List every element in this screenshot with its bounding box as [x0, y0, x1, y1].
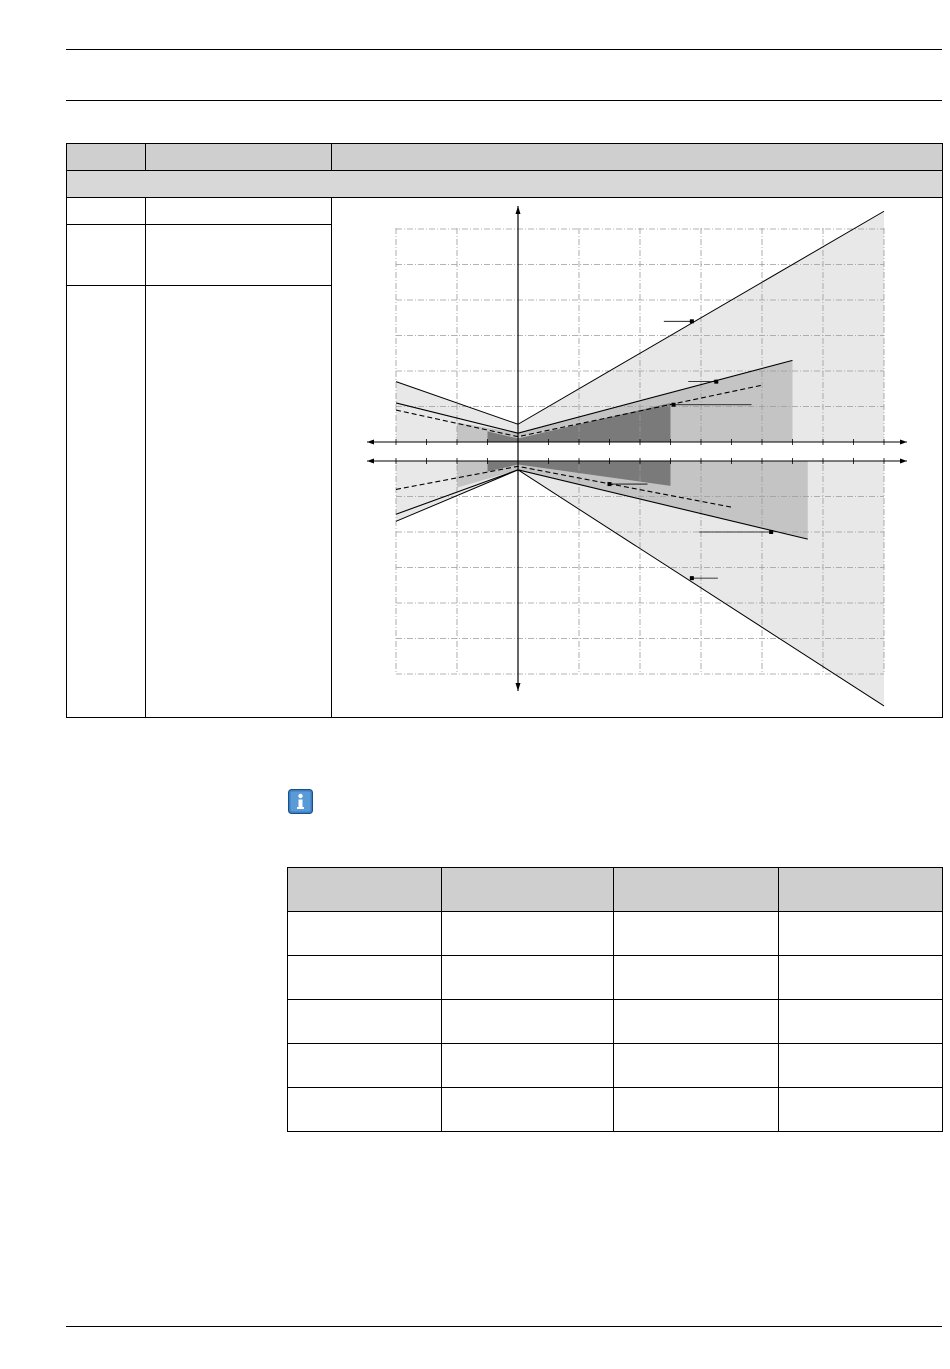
bottom-header-4	[779, 868, 943, 912]
bottom-cell-r4c3	[614, 1044, 779, 1088]
axis-arrowhead	[900, 440, 907, 445]
footer-rule	[66, 1326, 942, 1327]
spec-row-2-col2	[146, 225, 332, 286]
spec-table	[66, 143, 943, 718]
bottom-cell-r4c2	[442, 1044, 614, 1088]
bottom-cell-r3c2	[442, 1000, 614, 1044]
bottom-header-1	[288, 868, 442, 912]
bottom-cell-r1c1	[288, 912, 442, 956]
spec-table-header-1	[67, 144, 146, 171]
axis-arrowhead	[900, 459, 907, 464]
axis-arrowhead	[367, 440, 374, 445]
bottom-cell-r5c4	[779, 1088, 943, 1132]
bottom-cell-r4c1	[288, 1044, 442, 1088]
bottom-cell-r2c2	[442, 956, 614, 1000]
bottom-cell-r1c2	[442, 912, 614, 956]
bottom-cell-r2c4	[779, 956, 943, 1000]
axis-arrowhead	[516, 683, 521, 691]
spec-row-3-col2	[146, 286, 332, 718]
spec-row-1-col1	[67, 198, 146, 225]
header-top-rule	[66, 49, 942, 50]
bottom-cell-r3c3	[614, 1000, 779, 1044]
header-bottom-rule	[66, 100, 942, 101]
axis-arrowhead	[367, 459, 374, 464]
envelope-chart	[332, 198, 942, 717]
spec-table-section-row	[67, 171, 943, 198]
info-icon	[288, 789, 313, 814]
spec-table-header-3	[332, 144, 943, 171]
bottom-cell-r3c1	[288, 1000, 442, 1044]
bottom-cell-r3c4	[779, 1000, 943, 1044]
bottom-cell-r5c1	[288, 1088, 442, 1132]
chart-cell	[332, 198, 943, 718]
spec-row-3-col1	[67, 286, 146, 718]
spec-table-header-2	[146, 144, 332, 171]
spec-row-2-col1	[67, 225, 146, 286]
bottom-cell-r4c4	[779, 1044, 943, 1088]
bottom-cell-r5c3	[614, 1088, 779, 1132]
bottom-table	[287, 867, 943, 1132]
axis-arrowhead	[516, 206, 521, 214]
bottom-cell-r2c1	[288, 956, 442, 1000]
spec-row-1-col2	[146, 198, 332, 225]
bottom-cell-r2c3	[614, 956, 779, 1000]
bottom-cell-r5c2	[442, 1088, 614, 1132]
bottom-header-3	[614, 868, 779, 912]
bottom-cell-r1c3	[614, 912, 779, 956]
bottom-cell-r1c4	[779, 912, 943, 956]
bottom-header-2	[442, 868, 614, 912]
